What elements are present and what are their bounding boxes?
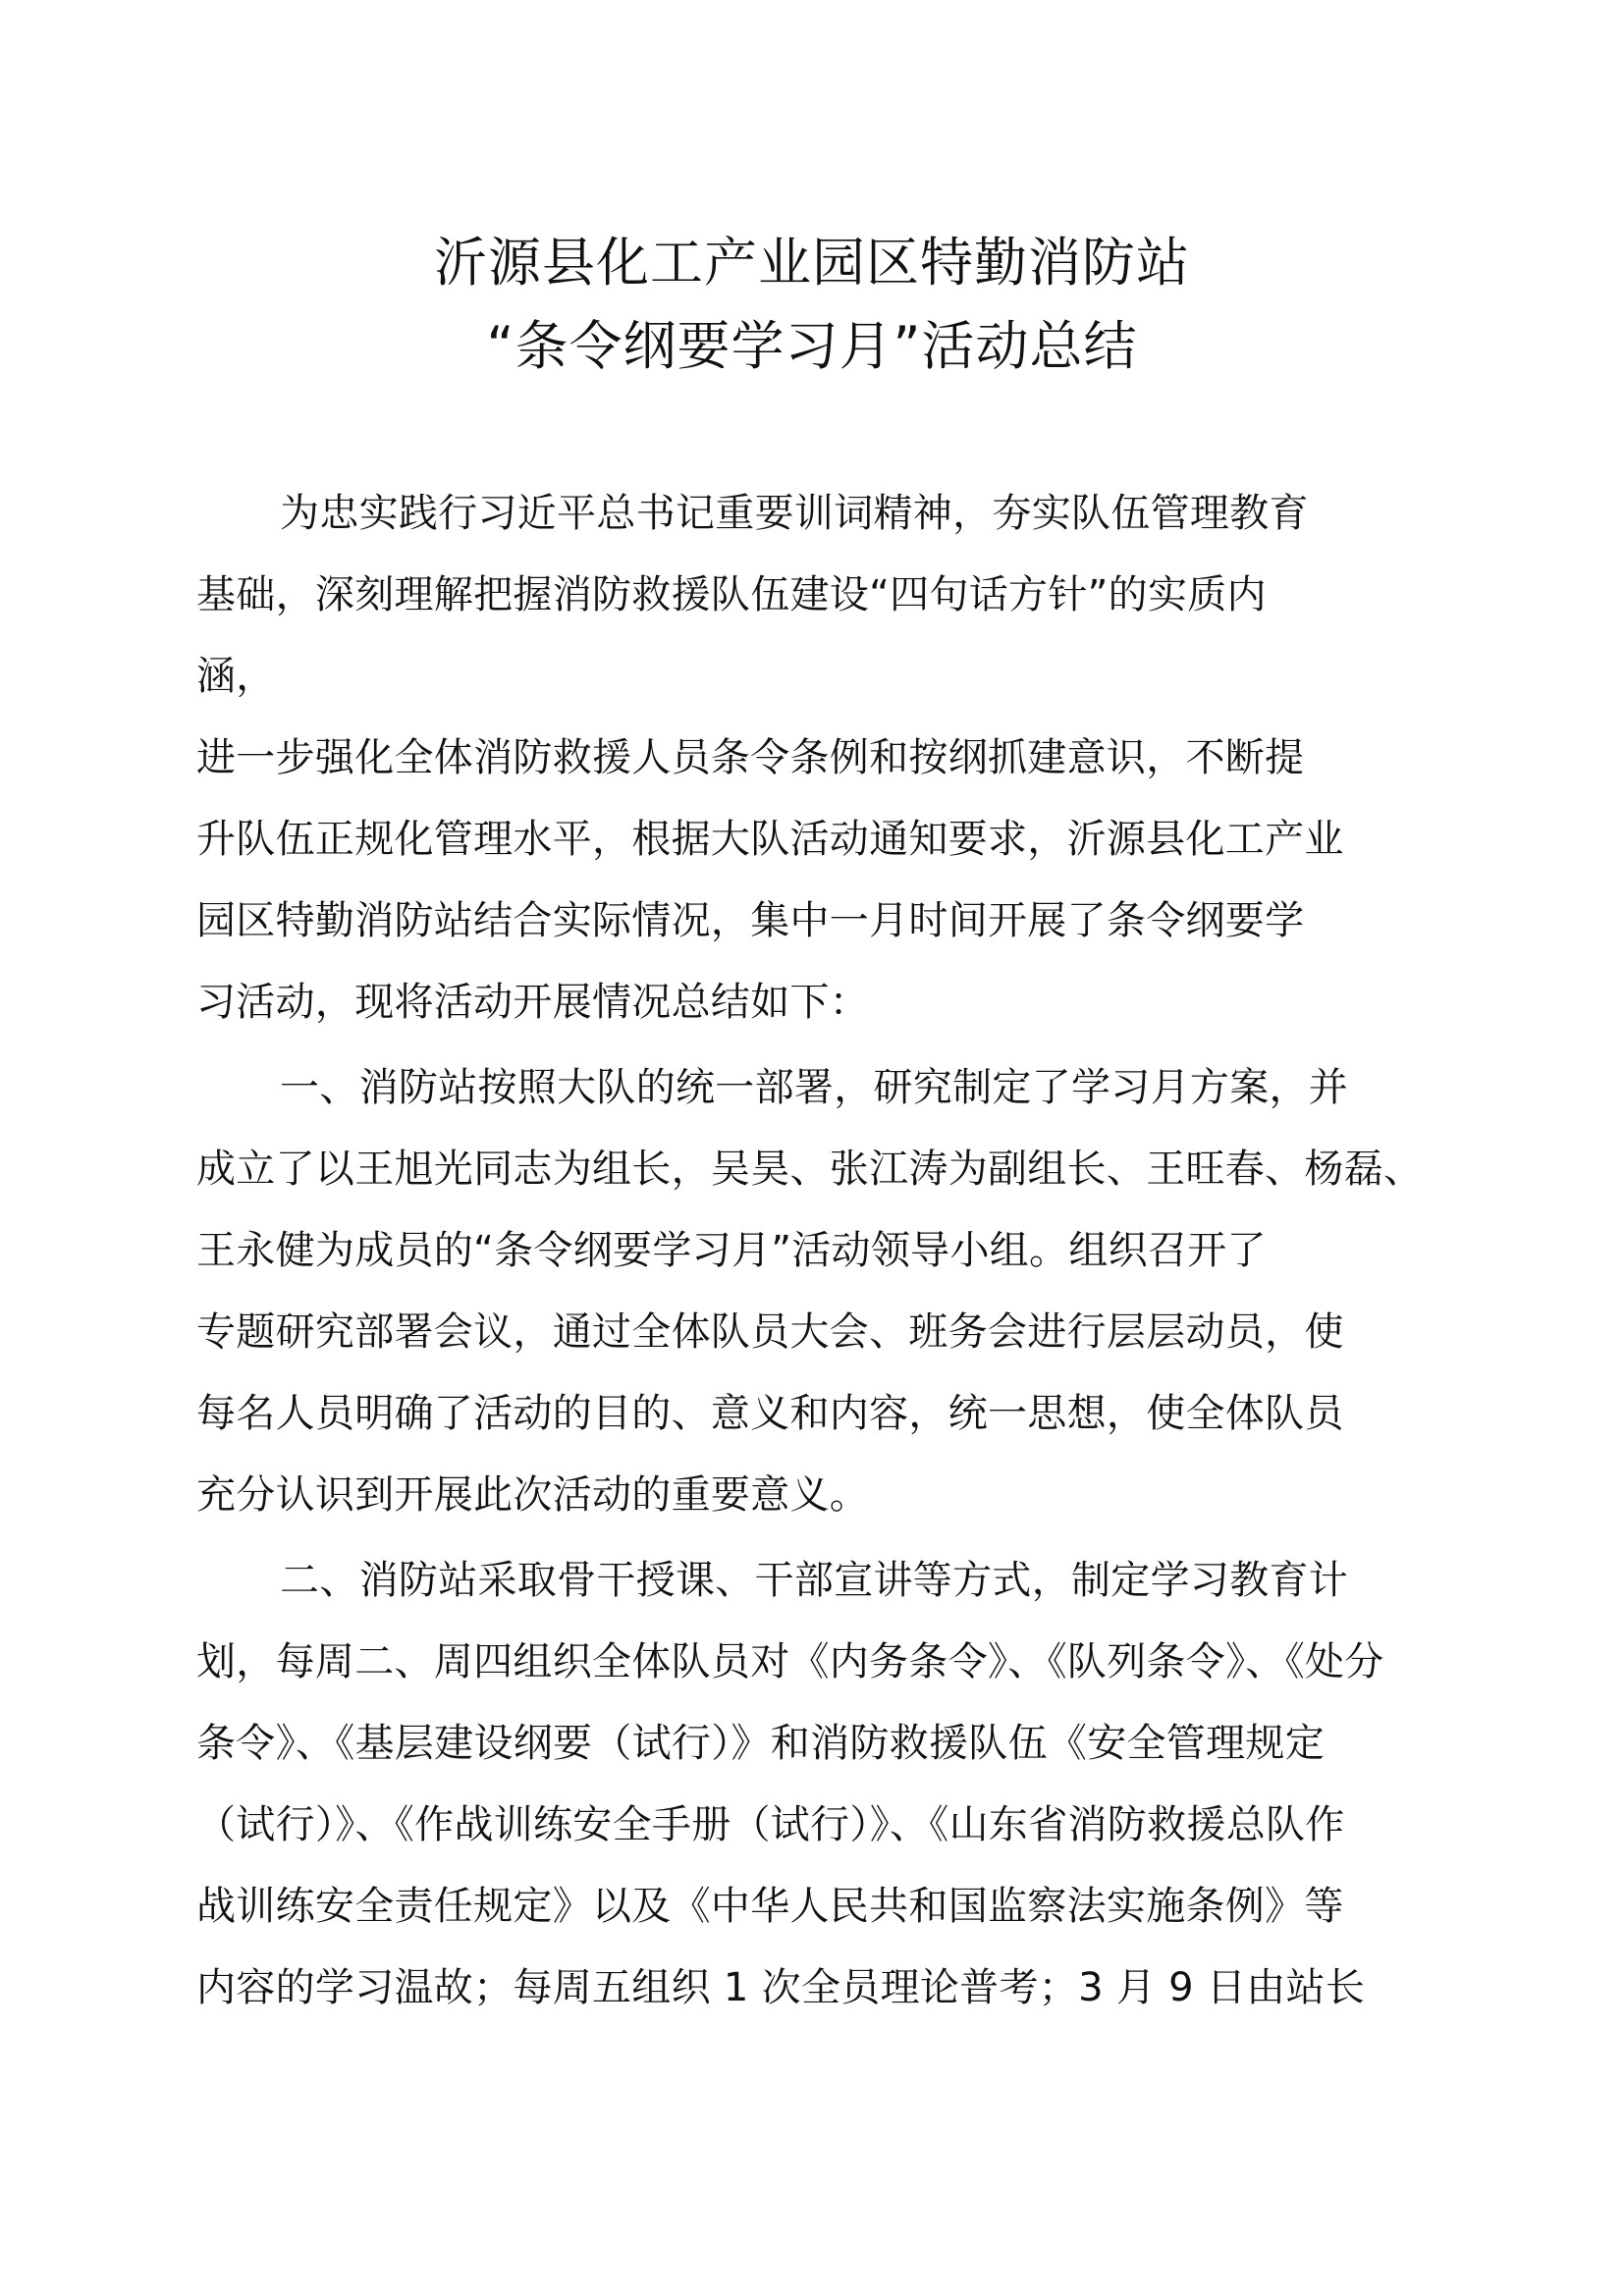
paragraph-line: 基础，深刻理解把握消防救援队伍建设“四句话方针”的实质内 xyxy=(196,572,1267,617)
paragraph-line: 王永健为成员的“条令纲要学习月”活动领导小组。组织召开了 xyxy=(196,1228,1267,1273)
document-title-line-2: “条令纲要学习月”活动总结 xyxy=(486,315,1138,377)
paragraph-line: 充分认识到开展此次活动的重要意义。 xyxy=(196,1472,870,1518)
paragraph-line: 为忠实践行习近平总书记重要训词精神，夯实队伍管理教育 xyxy=(280,491,1309,536)
paragraph-line: 升队伍正规化管理水平，根据大队活动通知要求，沂源县化工产业 xyxy=(196,817,1344,862)
paragraph-line: 划，每周二、周四组织全体队员对《内务条令》、《队列条令》、《处分 xyxy=(196,1639,1384,1684)
paragraph-line: 习活动，现将活动开展情况总结如下： xyxy=(196,980,870,1025)
paragraph-line: 二、消防站采取骨干授课、干部宣讲等方式，制定学习教育计 xyxy=(280,1558,1349,1603)
paragraph-line: 战训练安全责任规定》以及《中华人民共和国监察法实施条例》等 xyxy=(196,1884,1344,1929)
paragraph-line: 一、消防站按照大队的统一部署，研究制定了学习月方案，并 xyxy=(280,1065,1349,1110)
paragraph-line: 条令》、《基层建设纲要（试行）》和消防救援队伍《安全管理规定 xyxy=(196,1721,1325,1766)
paragraph-line: 专题研究部署会议，通过全体队员大会、班务会进行层层动员，使 xyxy=(196,1309,1344,1355)
document-title-line-1: 沂源县化工产业园区特勤消防站 xyxy=(434,232,1190,294)
paragraph-line: （试行）》、《作战训练安全手册（试行）》、《山东省消防救援总队作 xyxy=(196,1802,1345,1847)
paragraph-line: 内容的学习温故；每周五组织 1 次全员理论普考；3 月 9 日由站长 xyxy=(196,1965,1366,2010)
paragraph-line: 涵， xyxy=(196,654,276,699)
paragraph-line: 每名人员明确了活动的目的、意义和内容，统一思想，使全体队员 xyxy=(196,1391,1344,1436)
paragraph-line: 进一步强化全体消防救援人员条令条例和按纲抓建意识，不断提 xyxy=(196,735,1305,780)
paragraph-line: 成立了以王旭光同志为组长，吴昊、张江涛为副组长、王旺春、杨磊、 xyxy=(196,1147,1424,1192)
paragraph-line: 园区特勤消防站结合实际情况，集中一月时间开展了条令纲要学 xyxy=(196,898,1305,943)
